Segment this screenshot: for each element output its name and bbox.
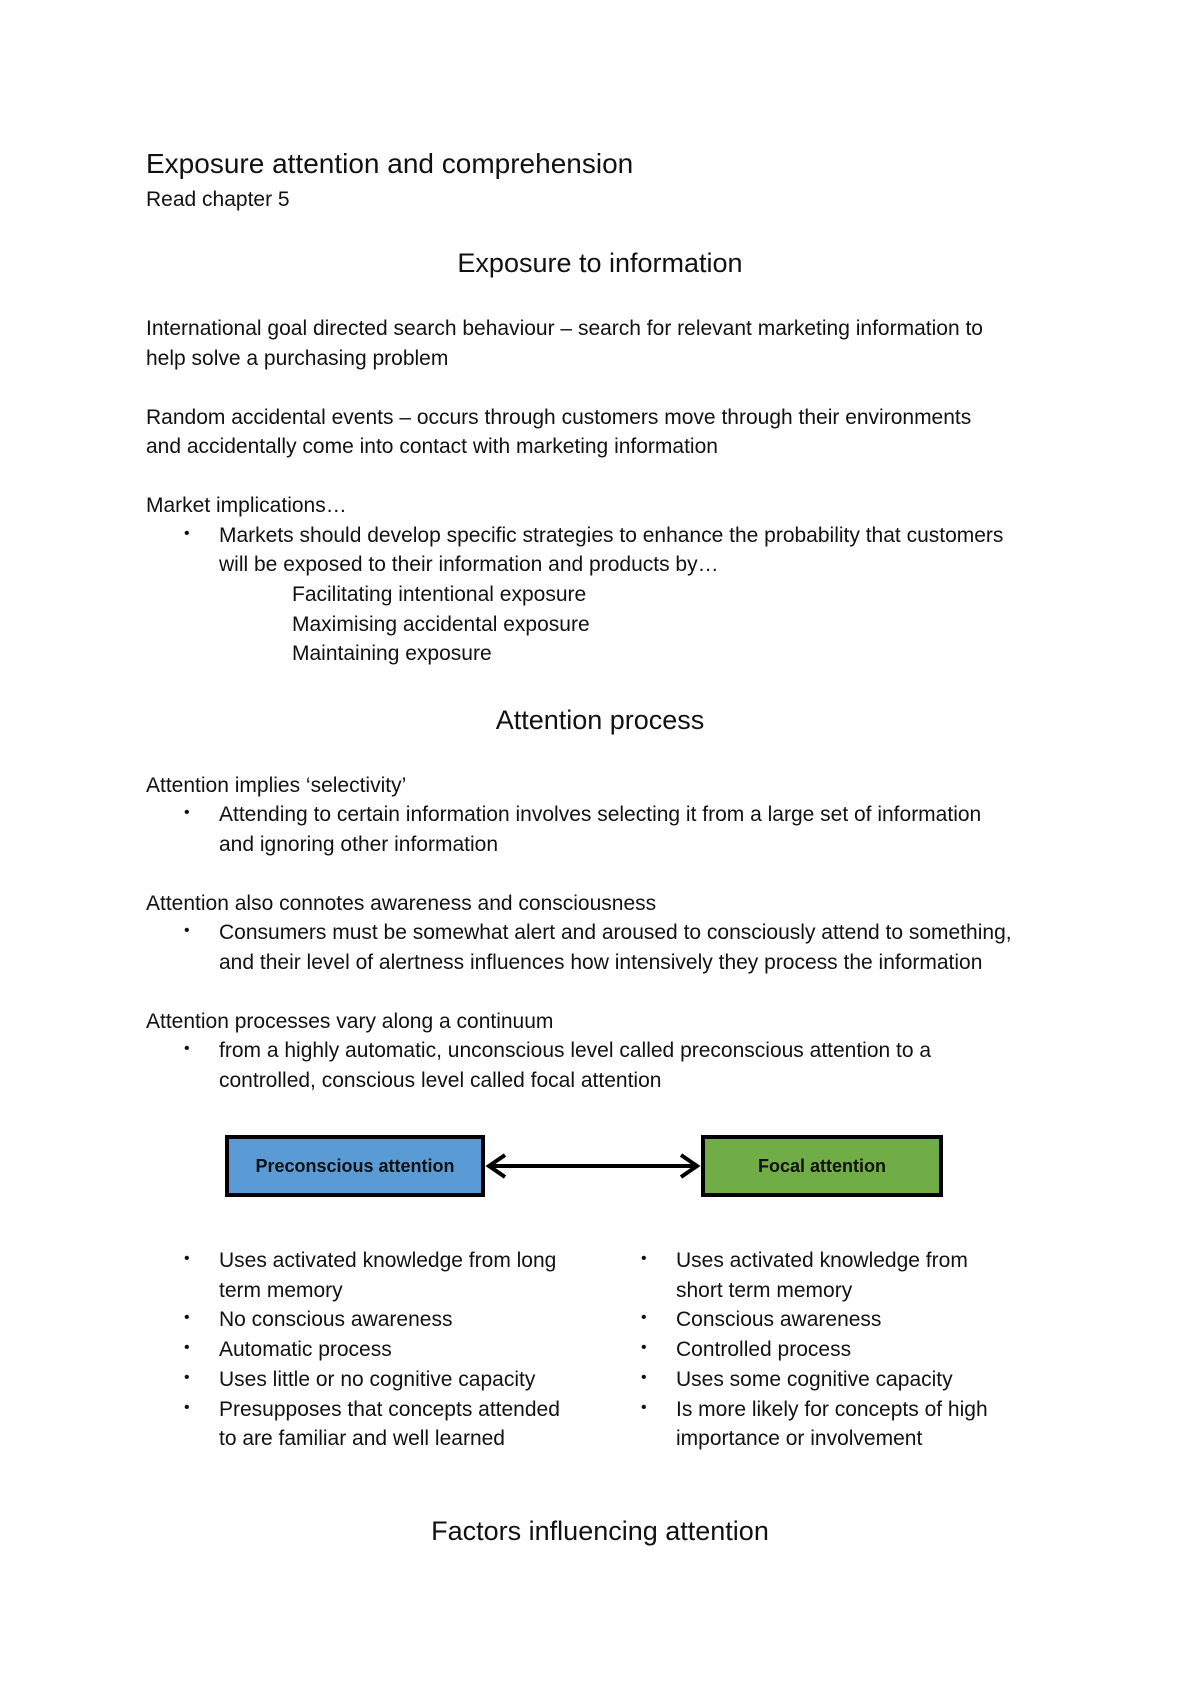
bullet-line: from a highly automatic, unconscious level called preconscious attention to a [219,1039,932,1062]
bullet-line: Markets should develop specific strategies to enhance the probability that customers [219,524,1004,547]
paragraph-line: Random accidental events – occurs through customers move through their environments [146,406,972,429]
focal-attention-box: Focal attention [701,1135,943,1197]
list-item-line: Uses activated knowledge from [676,1249,968,1272]
list-item-line: to are familiar and well learned [219,1427,505,1451]
bullet-dot: • [641,1250,647,1267]
bullet-dot: • [184,1368,190,1386]
bullet-dot: • [184,1250,190,1267]
bullet-dot: • [184,1040,190,1057]
bullet-dot: • [641,1368,647,1386]
attention-label: Attention also connotes awareness and consciousness [146,892,657,915]
preconscious-attention-box: Preconscious attention [225,1135,485,1197]
bullet-line: will be exposed to their information and products by… [219,553,719,576]
bullet-line: and their level of alertness influences how intensively they process the information [219,951,983,974]
list-item-line: Presupposes that concepts attended [219,1397,560,1421]
document-title: Exposure attention and comprehension [146,148,634,179]
section-heading-exposure: Exposure to information [457,248,743,278]
bullet-dot: • [184,922,190,939]
bullet-dot: • [641,1309,647,1327]
list-item-line: Uses little or no cognitive capacity [219,1367,536,1391]
sub-item: Maximising accidental exposure [292,613,590,636]
sub-item: Maintaining exposure [292,642,492,665]
list-item-line: Automatic process [219,1338,392,1362]
bullet-dot: • [641,1339,647,1357]
attention-label: Attention processes vary along a continuum [146,1010,554,1033]
sub-item: Facilitating intentional exposure [292,583,587,606]
paragraph-line: help solve a purchasing problem [146,347,449,370]
list-item-line: No conscious awareness [219,1308,453,1332]
paragraph-line: International goal directed search behaviour – search for relevant marketing information to [146,317,983,340]
list-item-line: importance or involvement [676,1427,923,1451]
list-item-line: Uses some cognitive capacity [676,1367,953,1391]
double-arrow-icon [485,1151,701,1181]
list-item-line: Uses activated knowledge from long [219,1249,557,1272]
bullet-dot: • [184,1309,190,1327]
bullet-dot: • [184,525,190,542]
implications-label: Market implications… [146,494,347,517]
bullet-dot: • [641,1398,647,1416]
list-item-line: term memory [219,1278,343,1302]
paragraph-line: and accidentally come into contact with marketing information [146,435,718,458]
attention-label: Attention implies ‘selectivity’ [146,774,407,797]
bullet-line: and ignoring other information [219,833,499,856]
document-subtitle: Read chapter 5 [146,188,290,211]
bullet-line: Attending to certain information involves selecting it from a large set of information [219,803,982,826]
section-heading-factors: Factors influencing attention [431,1516,769,1546]
list-item-line: Is more likely for concepts of high [676,1397,988,1421]
bullet-dot: • [184,1339,190,1357]
list-item-line: Conscious awareness [676,1308,882,1332]
bullet-line: controlled, conscious level called focal attention [219,1069,662,1092]
bullet-dot: • [184,804,190,821]
bullet-line: Consumers must be somewhat alert and aroused to consciously attend to something, [219,921,1012,944]
list-item-line: short term memory [676,1278,853,1302]
section-heading-attention: Attention process [495,705,705,735]
list-item-line: Controlled process [676,1338,852,1362]
bullet-dot: • [184,1398,190,1416]
